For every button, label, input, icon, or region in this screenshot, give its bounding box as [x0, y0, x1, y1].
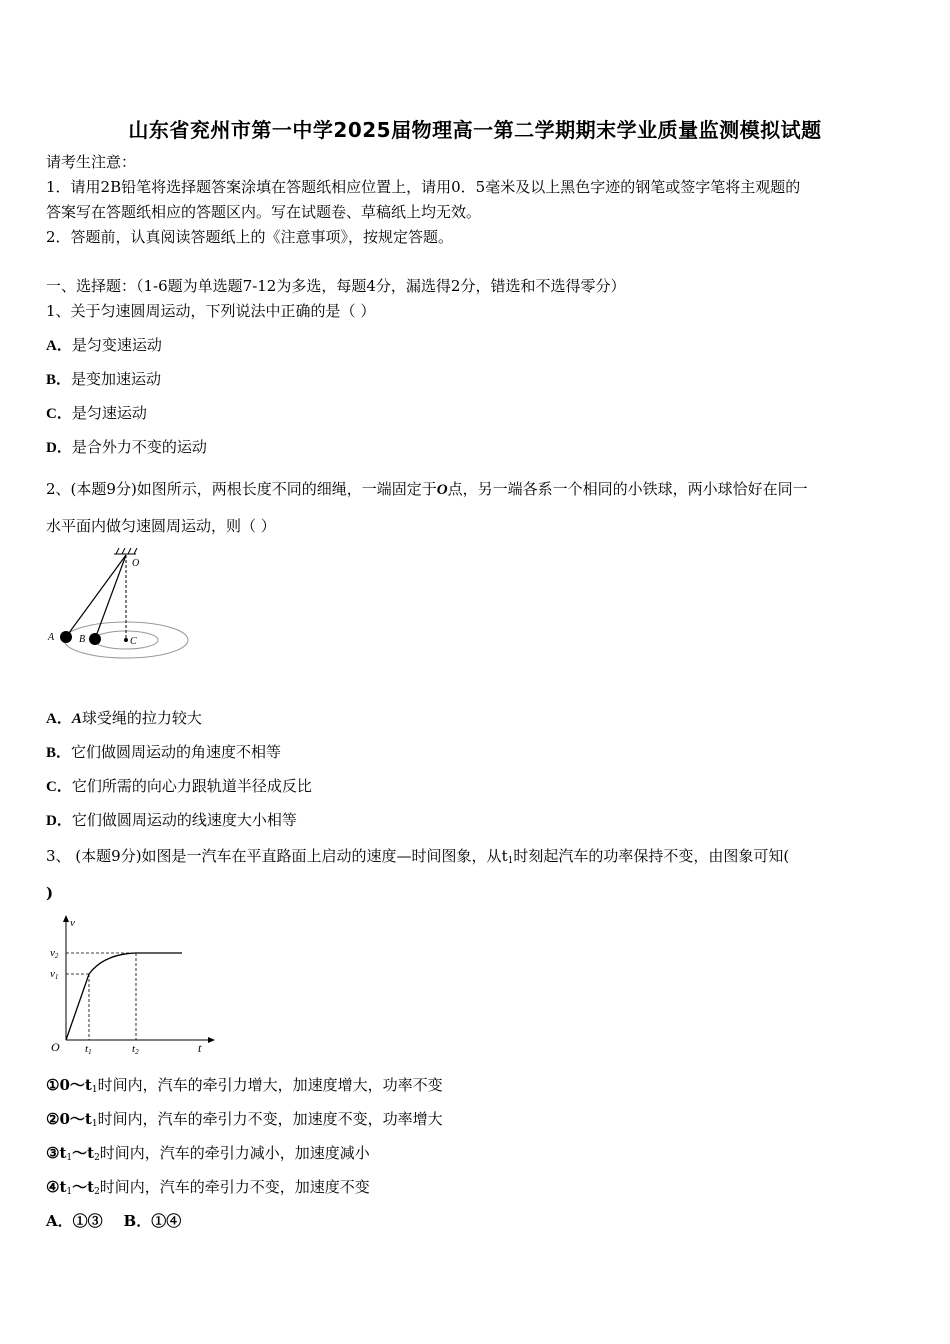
label-a: A [48, 632, 55, 643]
option-text: 是合外力不变的运动 [71, 438, 207, 456]
string-b [95, 555, 126, 639]
label-c: C [130, 636, 137, 647]
q1-option-b [46, 369, 161, 390]
label-v: v [70, 917, 75, 929]
ball-b [89, 633, 101, 645]
label-t: t [198, 1041, 202, 1055]
q1-option-a [46, 335, 162, 356]
ceiling-hatch [114, 548, 137, 554]
label-v1-sub: 1 [54, 973, 59, 981]
ball-a [60, 631, 72, 643]
q1-stem: 1、关于匀速圆周运动，下列说法中正确的是（ ） [46, 302, 376, 320]
statement-sub: 1 [91, 1119, 98, 1129]
statement-sub: 1 [66, 1187, 73, 1197]
q2-stem-a: 2、(本题9分)如图所示，两根长度不同的细绳，一端固定于 [46, 480, 437, 498]
q3-statement-3 [46, 1143, 370, 1168]
label-v2 [50, 947, 59, 960]
option-letter: A． [46, 338, 72, 354]
notice-item-1-line-2: 答案写在答题纸相应的答题区内。写在试题卷、草稿纸上均无效。 [46, 203, 482, 221]
q3-statement-2 [46, 1109, 443, 1134]
q3-statement-4 [46, 1177, 370, 1202]
page-title: 山东省兖州市第一中学2025届物理高一第二学期期末学业质量监测模拟试题 [128, 118, 822, 142]
q3-vt-graph [44, 912, 224, 1057]
q3-stem-line-1 [46, 846, 789, 871]
q1-option-d [46, 437, 207, 458]
q1-option-c [46, 403, 147, 424]
q2-pendulum-figure [40, 548, 200, 668]
q3-stem-end: 时刻起汽车的功率保持不变，由图象可知( [513, 847, 790, 865]
t-axis-arrow [208, 1037, 215, 1043]
q2-option-d [46, 810, 297, 831]
v-axis-arrow [63, 915, 69, 922]
statement-rest: 时间内，汽车的牵引力增大，加速度增大，功率不变 [97, 1076, 443, 1094]
label-t2-sub: 2 [135, 1048, 139, 1056]
statement-sub2: 2 [94, 1153, 100, 1163]
notice-item-2: 2．答题前，认真阅读答题纸上的《注意事项》，按规定答题。 [46, 228, 454, 246]
statement-sub: 1 [66, 1153, 73, 1163]
option-letter: A． [46, 711, 72, 727]
label-o: O [51, 1040, 60, 1054]
label-v2-sub: 2 [54, 952, 59, 960]
option-letter: C． [46, 779, 72, 795]
q3-stem: 3、 (本题9分)如图是一汽车在平直路面上启动的速度—时间图象，从 [46, 847, 502, 865]
label-o: O [132, 558, 140, 569]
q2-option-c [46, 776, 312, 797]
option-text: 是变加速运动 [71, 370, 162, 388]
q2-option-b [46, 742, 281, 763]
string-a [66, 555, 126, 637]
q2-option-a [46, 708, 202, 729]
option-text: 是匀速运动 [71, 404, 147, 422]
center-c [124, 638, 128, 642]
option-text: 它们做圆周运动的角速度不相等 [71, 743, 282, 761]
q3-stem-t: t [501, 847, 508, 865]
option-letter: D． [46, 440, 72, 456]
q2-stem-b: 点，另一端各系一个相同的小铁球，两小球恰好在同一 [447, 480, 808, 498]
q2-stem-line-2: 水平面内做匀速圆周运动，则（ ） [46, 517, 276, 535]
statement-mark: ④t [46, 1178, 67, 1196]
option-text: 是匀变速运动 [71, 336, 162, 354]
statement-mark: ③t [46, 1144, 67, 1162]
label-v1 [50, 968, 58, 981]
q3-statement-1 [46, 1075, 443, 1100]
option-letter: B． [46, 745, 72, 761]
q3-stem-t-sub: 1 [507, 856, 514, 866]
option-letter: D． [46, 813, 72, 829]
statement-rest: 时间内，汽车的牵引力不变，加速度不变，功率增大 [97, 1110, 443, 1128]
label-v1-main: v [50, 968, 55, 980]
statement-mark: ①0～t [46, 1076, 92, 1094]
velocity-curve [66, 953, 182, 1040]
section-heading: 一、选择题：（1-6题为单选题7-12为多选，每题4分，漏选得2分，错选和不选得零分） [46, 277, 626, 295]
q2-stem-o: O [436, 482, 448, 498]
option-text: 它们做圆周运动的线速度大小相等 [71, 811, 297, 829]
q3-stem-line-2: ) [46, 884, 54, 902]
option-letter: B． [46, 372, 72, 388]
label-b: B [79, 634, 86, 645]
q2-stem-line-1 [46, 479, 808, 500]
option-text: 球受绳的拉力较大 [81, 709, 202, 727]
q3-answer-options: A．①③ B．①④ [46, 1212, 182, 1230]
notice-item-1-line-1: 1．请用2B铅笔将选择题答案涂填在答题纸相应位置上，请用0．5毫米及以上黑色字迹的钢笔或签字笔将主观题的 [46, 178, 801, 196]
label-t1-sub: 1 [88, 1048, 92, 1056]
label-t1-main: t [85, 1043, 89, 1055]
statement-sub: 1 [91, 1085, 98, 1095]
statement-rest: 时间内，汽车的牵引力减小，加速度减小 [99, 1144, 370, 1162]
label-v2-main: v [50, 947, 55, 959]
statement-mark: ②0～t [46, 1110, 92, 1128]
statement-sub2: 2 [94, 1187, 100, 1197]
label-t1 [85, 1043, 92, 1056]
statement-mid: ～t [72, 1178, 95, 1196]
option-ital: A [71, 711, 82, 727]
notice-heading: 请考生注意： [46, 153, 137, 171]
statement-rest: 时间内，汽车的牵引力不变，加速度不变 [99, 1178, 370, 1196]
label-t2 [132, 1043, 139, 1056]
option-text: 它们所需的向心力跟轨道半径成反比 [71, 777, 312, 795]
statement-mid: ～t [72, 1144, 95, 1162]
option-letter: C． [46, 406, 72, 422]
label-t2-main: t [132, 1043, 136, 1055]
